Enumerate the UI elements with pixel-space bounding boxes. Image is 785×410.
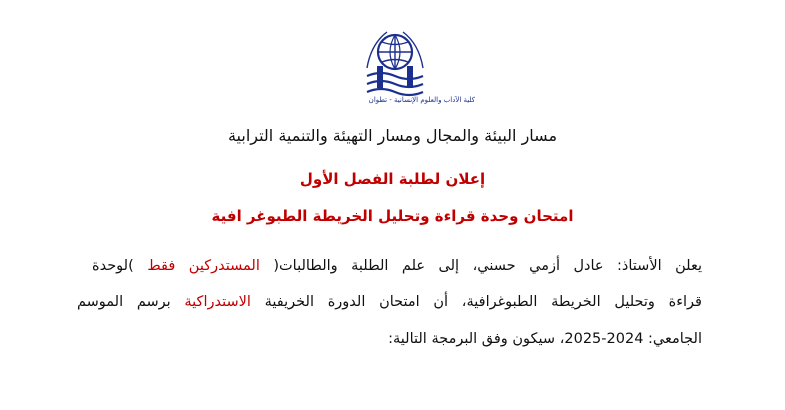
announcement-title: إعلان لطلبة الفصل الأول <box>299 170 486 188</box>
line1-end: )لوحدة <box>92 258 148 274</box>
line2-start: قراءة وتحليل الخريطة الطبوغرافية، أن امتحان الدورة الخريفية <box>264 294 702 310</box>
line2-highlight: الاستدراكية <box>184 294 265 310</box>
announcement-line-2 <box>77 292 702 312</box>
line1-start: يعلن الأستاذ: عادل أزمي حسني، إلى علم الطلبة والطالبات( <box>273 258 702 274</box>
exam-title: امتحان وحدة قراءة وتحليل الخريطة الطبوغر افية <box>211 207 574 225</box>
announcement-line-3: الجامعي: 2024-2025، سيكون وفق البرمجة التالية: <box>388 331 702 347</box>
track-title: مسار البيئة والمجال ومسار التهيئة والتنمية الترابية <box>227 126 558 145</box>
line1-highlight: المستدركين فقط <box>147 258 274 274</box>
announcement-line-1 <box>92 256 702 276</box>
line2-end: برسم الموسم <box>77 294 185 310</box>
university-globe-emblem-icon <box>355 14 435 108</box>
logo-caption: كلية الآداب والعلوم الإنسانية - تطوان <box>368 96 475 104</box>
